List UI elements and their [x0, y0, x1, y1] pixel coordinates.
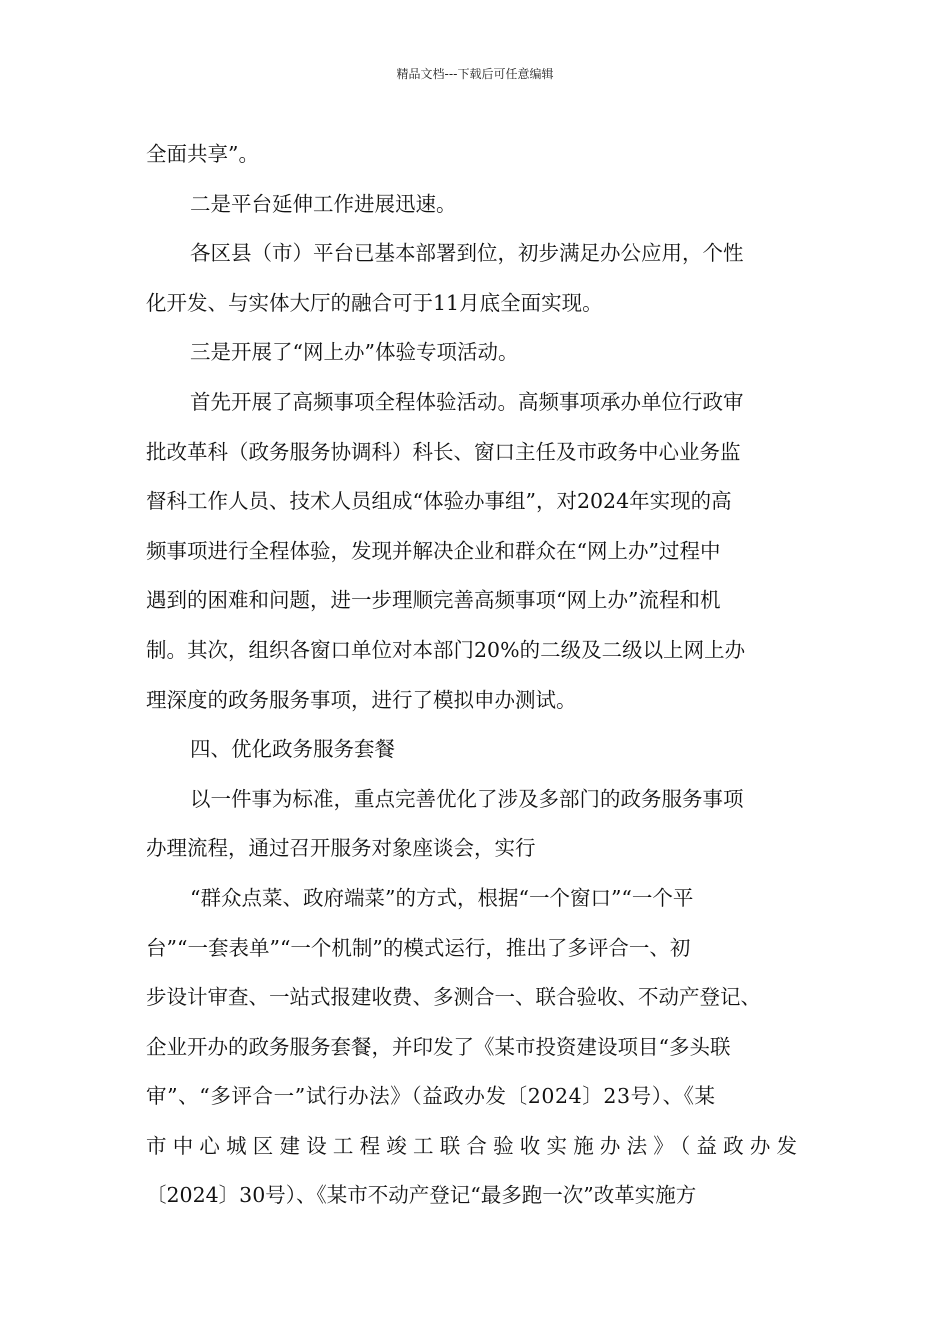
- document-body: [146, 130, 806, 1221]
- paragraph-line: 办理流程，通过召开服务对象座谈会，实行: [146, 836, 536, 861]
- paragraph-line: 理深度的政务服务事项，进行了模拟申办测试。: [146, 687, 577, 712]
- section-heading: 四、优化政务服务套餐: [190, 737, 395, 762]
- paragraph-line: 批改革科（政务服务协调科）科长、窗口主任及市政务中心业务监: [146, 439, 741, 464]
- paragraph-line: 频事项进行全程体验，发现并解决企业和群众在“网上办”过程中: [146, 538, 721, 563]
- paragraph-line: “群众点菜、政府端菜”的方式，根据“一个窗口”“一个平: [190, 885, 694, 910]
- paragraph-line: 步设计审查、一站式报建收费、多测合一、联合验收、不动产登记、: [146, 985, 761, 1010]
- paragraph-line: 审”、“多评合一”试行办法》（益政办发〔2024〕23号）、《某: [146, 1084, 716, 1109]
- paragraph-line: 〔2024〕30号）、《某市不动产登记“最多跑一次”改革实施方: [146, 1183, 697, 1208]
- paragraph-line: 二是平台延伸工作进展迅速。: [190, 191, 457, 216]
- paragraph-line: 制。其次，组织各窗口单位对本部门20%的二级及二级以上网上办: [146, 637, 746, 662]
- paragraph-line: 台”“一套表单”“一个机制”的模式运行，推出了多评合一、初: [146, 935, 691, 960]
- paragraph-line: 各区县（市）平台已基本部署到位，初步满足办公应用，个性: [190, 241, 744, 266]
- paragraph-line: 督科工作人员、技术人员组成“体验办事组”，对2024年实现的高: [146, 489, 732, 514]
- paragraph-line: 以一件事为标准，重点完善优化了涉及多部门的政务服务事项: [190, 786, 744, 811]
- page-header: 精品文档---下载后可任意编辑: [396, 67, 554, 81]
- paragraph-line: 市中心城区建设工程竣工联合验收实施办法》（益政办发: [146, 1133, 804, 1158]
- paragraph-line: 全面共享”。: [146, 142, 259, 166]
- paragraph-line: 企业开办的政务服务套餐，并印发了《某市投资建设项目“多头联: [146, 1034, 731, 1059]
- paragraph-line: 三是开展了“网上办”体验专项活动。: [190, 340, 519, 365]
- paragraph-line: 化开发、与实体大厅的融合可于11月底全面实现。: [146, 290, 603, 315]
- paragraph-line: 遇到的困难和问题，进一步理顺完善高频事项“网上办”流程和机: [146, 588, 721, 613]
- paragraph-line: 首先开展了高频事项全程体验活动。高频事项承办单位行政审: [190, 389, 744, 414]
